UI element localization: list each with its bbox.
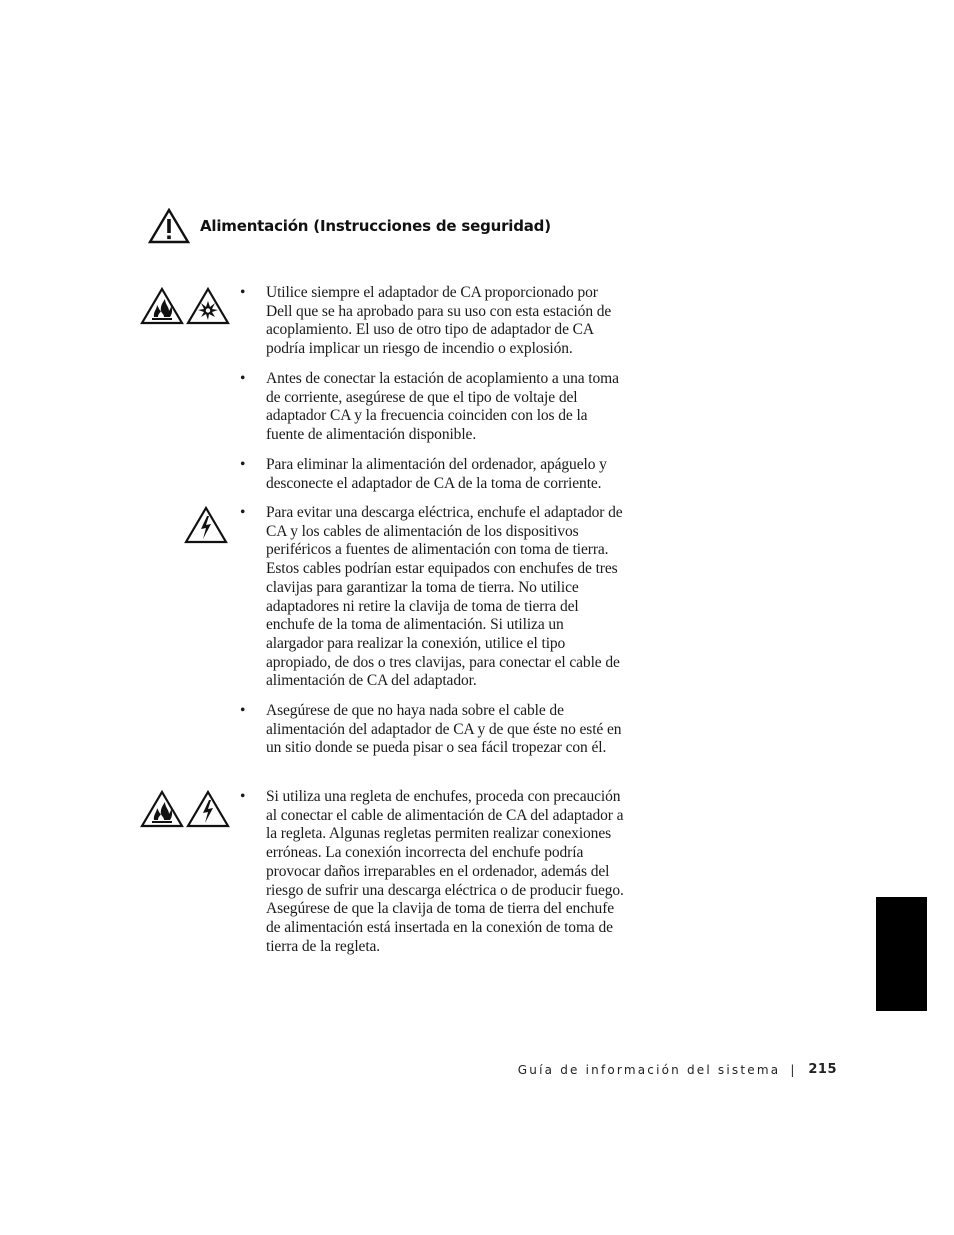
hazard-icons-group-2 — [184, 506, 228, 544]
hazard-icons-group-1 — [140, 287, 230, 325]
fire-hazard-icon — [140, 790, 184, 828]
list-item — [240, 788, 624, 956]
fire-hazard-icon — [140, 287, 184, 325]
list-item-text: Utilice siempre el adaptador de CA proporcionado por Dell que se ha aprobado para su uso con esta estación de acoplamiento. El uso de otro tipo de adaptador de CA podría implicar un riesgo de incendio o explosión. — [266, 284, 612, 358]
section-heading — [148, 208, 551, 244]
footer-guide-title: Guía de información del sistema — [517, 1062, 781, 1077]
electric-shock-icon — [186, 790, 230, 828]
footer-separator: | — [790, 1062, 795, 1077]
explosion-hazard-icon — [186, 287, 230, 325]
caution-triangle-icon — [148, 208, 190, 244]
hazard-icons-group-3 — [140, 790, 230, 828]
list-item — [240, 456, 624, 493]
electric-shock-icon — [184, 506, 228, 544]
list-item-text: Antes de conectar la estación de acoplamiento a una toma de corriente, asegúrese de que el tipo de voltaje del adaptador CA y la frecuencia coinciden con los de la fuente de alimentación disponible. — [266, 370, 619, 444]
bullet-marker: • — [240, 456, 246, 473]
list-item — [240, 284, 624, 359]
list-item-text: Para evitar una descarga eléctrica, enchufe el adaptador de CA y los cables de alimentación de los dispositivos periféricos a fuentes de alimentación con toma de tierra. Estos cables podrían estar equipados con enchufes de tres clavijas para garantizar la toma de tierra. No utilice adaptadores ni retire la clavija de toma de tierra del enchufe de la toma de alimentación. Si utiliza un alargador para realizar la conexión, utilice el tipo apropiado, de dos o tres clavijas, para conectar el cable de alimentación de CA del adaptador. — [266, 504, 623, 690]
bullet-marker: • — [240, 788, 246, 805]
bullet-marker: • — [240, 370, 246, 387]
page-footer — [518, 1062, 837, 1077]
list-item — [240, 504, 624, 691]
list-item-text: Asegúrese de que no haya nada sobre el cable de alimentación del adaptador de CA y de que éste no esté en un sitio donde se pueda pisar o sea fácil tropezar con él. — [266, 702, 622, 757]
section-thumb-tab — [876, 897, 927, 1011]
bullet-marker: • — [240, 284, 246, 301]
list-item — [240, 370, 624, 445]
list-item-text: Si utiliza una regleta de enchufes, proceda con precaución al conectar el cable de alimentación de CA del adaptador a la regleta. Algunas regletas permiten realizar conexiones erróneas. La conexión incorrecta del enchufe podría provocar daños irreparables en el ordenador, además del riesgo de sufrir una descarga eléctrica o de producir fuego. Asegúrese de que la clavija de toma de tierra del enchufe de alimentación está insertada en la conexión de toma de tierra de la regleta. — [266, 788, 624, 955]
list-item — [240, 702, 624, 758]
bullet-marker: • — [240, 702, 246, 719]
page-number: 215 — [808, 1062, 837, 1077]
bullet-marker: • — [240, 504, 246, 521]
list-item-text: Para eliminar la alimentación del ordenador, apáguelo y desconecte el adaptador de CA de la toma de corriente. — [266, 456, 607, 492]
page-title: Alimentación (Instrucciones de seguridad) — [200, 217, 551, 235]
